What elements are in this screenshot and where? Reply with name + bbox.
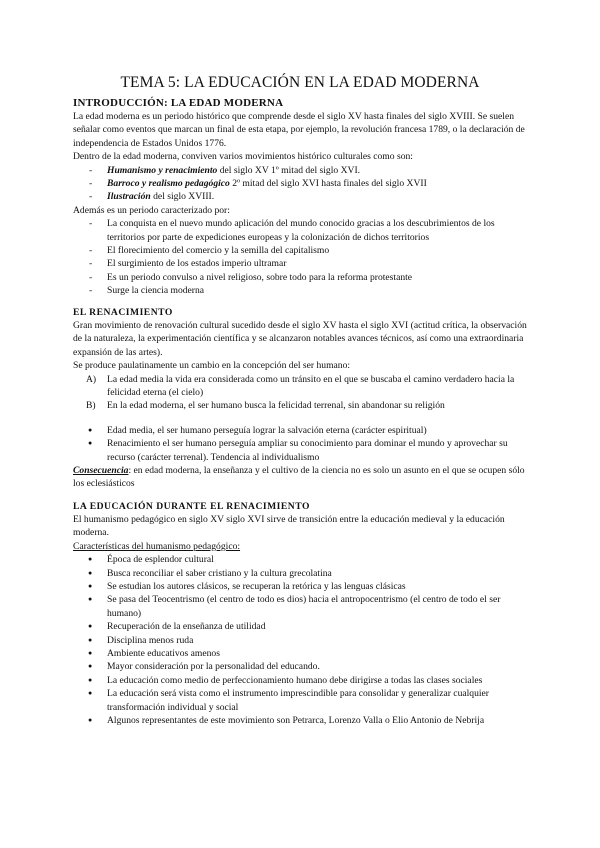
list-item: ● La educación será vista como el instrumento imprescindible para consolidar y generalizar cualquier transformación individual y social: [73, 687, 528, 714]
list-item: [73, 373, 528, 400]
intro-section: [73, 96, 528, 298]
intro-paragraph-1: La edad moderna es un periodo histórico que comprende desde el siglo XV hasta finales del siglo XVIII. Se suelen señalar como eventos que marcan un final de esta etapa, por ejemplo, la revolución francesa 1789, o la declaración de independencia de Estados Unidos 1776.: [73, 111, 525, 149]
characteristics-list: [73, 553, 528, 727]
consequence-text: : en edad moderna, la enseñanza y el cultivo de la ciencia no es solo un asunto en el que se ocupen sólo los eclesiásticos: [73, 465, 525, 490]
list-item: ● Ambiente educativos amenos: [73, 647, 528, 660]
consequence-label: Consecuencia: [73, 465, 129, 477]
list-item: - El florecimiento del comercio y la semilla del capitalismo: [73, 244, 528, 257]
movement-desc: 2º mitad del siglo XVI hasta finales del siglo XVII: [229, 178, 427, 190]
renacimiento-heading: EL RENACIMIENTO: [73, 307, 173, 318]
list-item: ● Se pasa del Teocentrismo (el centro de todo es dios) hacia el antropocentrismo (el centro de todo el ser humano): [73, 593, 528, 620]
movements-list: [73, 164, 528, 204]
list-item: [73, 399, 528, 412]
list-item: - El surgimiento de los estados imperio ultramar: [73, 257, 528, 270]
movement-term: Barroco y realismo pedagógico: [107, 178, 230, 190]
list-item: ● Recuperación de la enseñanza de utilidad: [73, 620, 528, 633]
movement-desc: del siglo XVIII.: [150, 191, 215, 203]
list-item: [73, 164, 528, 177]
characteristics-subheading: Características del humanismo pedagógico:: [73, 540, 241, 552]
list-item: ● Se estudian los autores clásicos, se recuperan la retórica y las lenguas clásicas: [73, 580, 528, 593]
list-item: - Surge la ciencia moderna: [73, 284, 528, 297]
educacion-section: [73, 500, 528, 728]
list-item: ● Disciplina menos ruda: [73, 634, 528, 647]
renacimiento-section: [73, 306, 528, 491]
movement-term: Ilustración: [107, 191, 151, 203]
list-item: [73, 190, 528, 203]
intro-paragraph-2: Dentro de la edad moderna, conviven varios movimientos histórico culturales como son:: [73, 151, 413, 163]
list-item: ● Renacimiento el ser humano perseguía ampliar su conocimiento para dominar el mundo y aprovechar su recurso (carácter terrenal). Tendencia al individualismo: [73, 437, 528, 464]
list-item: ● Algunos representantes de este movimiento son Petrarca, Lorenzo Valla o Elio Antonio de Nebrija: [73, 714, 528, 727]
list-item: [73, 177, 528, 190]
list-marker: A): [86, 373, 97, 385]
traits-list: [73, 217, 528, 297]
list-item: - Es un periodo convulso a nivel religioso, sobre todo para la reforma protestante: [73, 271, 528, 284]
consequence-paragraph: [73, 464, 528, 491]
list-item: ● Mayor consideración por la personalidad del educando.: [73, 660, 528, 673]
changes-list: [73, 373, 528, 413]
list-item: ● La educación como medio de perfeccionamiento humano debe dirigirse a todas las clases sociales: [73, 674, 528, 687]
document-title: TEMA 5: LA EDUCACIÓN EN LA EDAD MODERNA: [120, 74, 480, 91]
list-item: ● Época de esplendor cultural: [73, 553, 528, 566]
list-item: ● Busca reconciliar el saber cristiano y la cultura grecolatina: [73, 567, 528, 580]
movement-desc: del siglo XV 1º mitad del siglo XVI.: [217, 164, 361, 176]
list-text: En la edad moderna, el ser humano busca la felicidad terrenal, sin abandonar su religión: [107, 400, 445, 412]
renacimiento-paragraph-1: Gran movimiento de renovación cultural sucedido desde el siglo XV hasta el siglo XVI (actitud crítica, la observación de la naturaleza, la experimentación científica y se alcanzaron notables avances técnicos, así como una extraordinaria expansión de las artes).: [73, 320, 527, 358]
intro-paragraph-3: Además es un periodo caracterizado por:: [73, 204, 230, 216]
movement-term: Humanismo y renacimiento: [107, 164, 218, 176]
educacion-heading: LA EDUCACIÓN DURANTE EL RENACIMIENTO: [73, 501, 310, 512]
list-item: ● Edad media, el ser humano perseguía lograr la salvación eterna (carácter espiritual): [73, 424, 528, 437]
renacimiento-paragraph-2: Se produce paulatinamente un cambio en la concepción del ser humano:: [73, 360, 351, 372]
intro-heading: INTRODUCCIÓN: LA EDAD MODERNA: [73, 97, 284, 109]
educacion-paragraph-1: El humanismo pedagógico en siglo XV siglo XVI sirve de transición entre la educación medieval y la educación moderna.: [73, 514, 505, 539]
concept-bullets: [73, 424, 528, 464]
list-item: - La conquista en el nuevo mundo aplicación del mundo conocido gracias a los descubrimientos de los territorios por parte de expediciones europeas y la colonización de dichos territorios: [73, 217, 528, 244]
list-marker: B): [86, 400, 96, 412]
list-text: La edad media la vida era considerada como un tránsito en el que se buscaba el camino verdadero hacia la felicidad eterna (el cielo): [107, 373, 515, 399]
